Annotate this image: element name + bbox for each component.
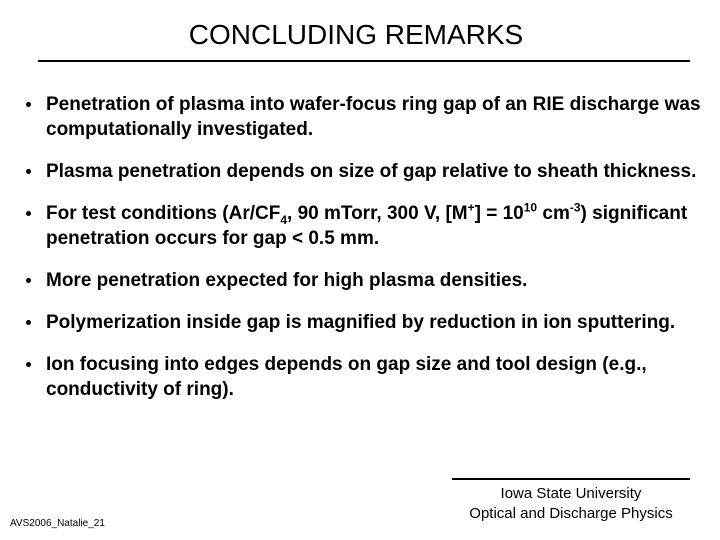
bullet-dot-icon [26, 169, 31, 174]
university-name: Iowa State University [500, 485, 642, 502]
bullet-text: Polymerization inside gap is magnified by reduction in ion sputtering. [46, 312, 676, 333]
superscript: -3 [569, 200, 581, 215]
bullet-text-part: ] = 10 [474, 203, 524, 224]
superscript: 10 [523, 200, 538, 215]
bullet-dot-icon [26, 211, 31, 216]
list-item [26, 310, 706, 335]
bullet-text: Ion focusing into edges depends on gap size and tool design (e.g., conductivity of ring). [46, 354, 647, 400]
list-item [26, 352, 706, 402]
bullet-text-part: For test conditions (Ar/CF [46, 203, 281, 224]
bullet-text-part: , 90 mTorr, 300 V, [M [287, 203, 468, 224]
bullet-dot-icon [26, 320, 31, 325]
bullet-text [46, 200, 688, 249]
subscript: 4 [280, 212, 288, 227]
institution-block [440, 484, 702, 524]
page-title: CONCLUDING REMARKS [188, 19, 524, 50]
group-name: Optical and Discharge Physics [469, 505, 673, 522]
bullet-text-part: ) significant penetration occurs for gap < 0.5 mm. [46, 203, 688, 249]
bullet-text: Penetration of plasma into wafer-focus ring gap of an RIE discharge was computationally investigated. [46, 94, 701, 140]
list-item [26, 159, 706, 184]
slide-identifier: AVS2006_Natalie_21 [10, 518, 105, 529]
bullet-text: More penetration expected for high plasma densities. [46, 270, 528, 291]
list-item [26, 201, 706, 251]
footer-divider [452, 478, 690, 480]
bullet-list [26, 92, 706, 419]
bullet-dot-icon [26, 362, 31, 367]
bullet-dot-icon [26, 102, 31, 107]
title-divider [38, 60, 690, 62]
list-item [26, 92, 706, 142]
list-item [26, 268, 706, 293]
bullet-text-part: cm [537, 203, 570, 224]
bullet-text: Plasma penetration depends on size of gap relative to sheath thickness. [46, 161, 697, 182]
bullet-dot-icon [26, 278, 31, 283]
superscript: + [467, 200, 475, 215]
